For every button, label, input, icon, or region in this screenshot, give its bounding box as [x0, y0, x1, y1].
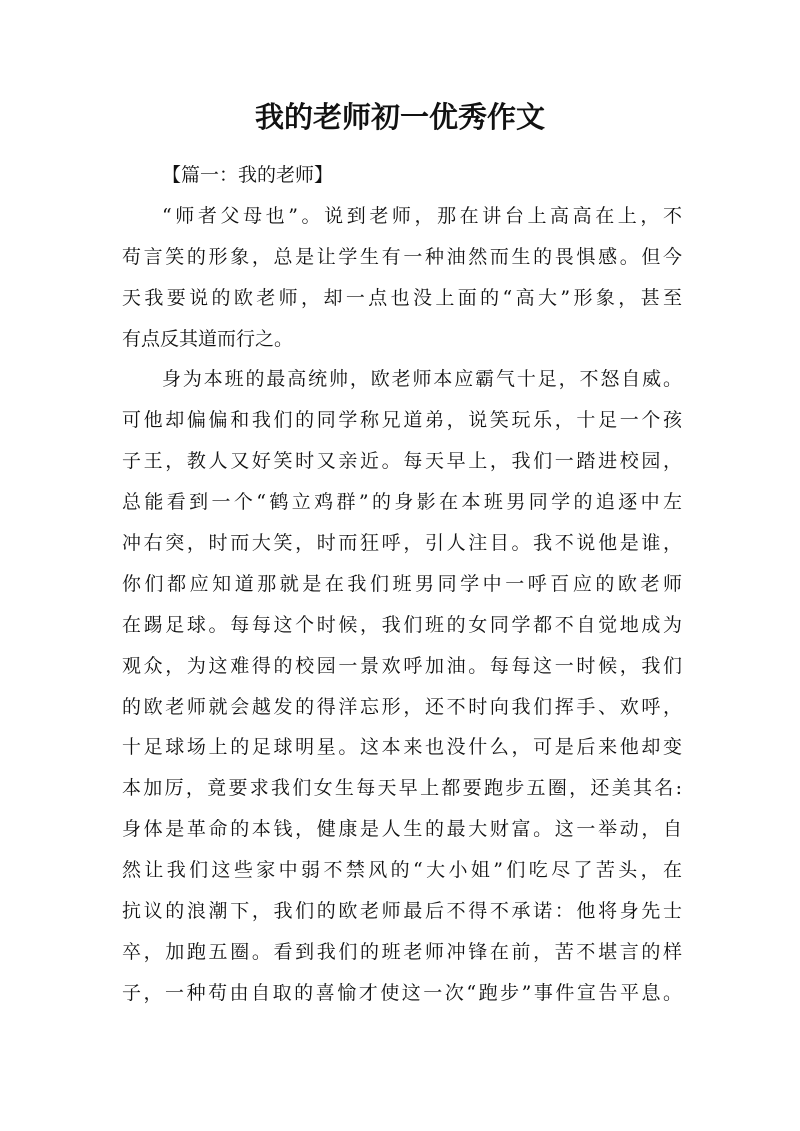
- paragraph-2-line-4: 总能看到一个“鹤立鸡群”的身影在本班男同学的追逐中左: [122, 491, 682, 514]
- paragraph-1-line-1: “师者父母也”。说到老师，那在讲台上高高在上，不: [162, 204, 682, 227]
- paragraph-2-line-13: 然让我们这些家中弱不禁风的“大小姐”们吃尽了苦头，在: [122, 859, 682, 882]
- paragraph-2-line-12: 身体是革命的本钱，健康是人生的最大财富。这一举动，自: [122, 818, 682, 841]
- paragraph-2-line-11: 本加厉，竟要求我们女生每天早上都要跑步五圈，还美其名:: [122, 777, 682, 800]
- paragraph-2-line-7: 在踢足球。每每这个时候，我们班的女同学都不自觉地成为: [122, 613, 682, 636]
- paragraph-2-line-3: 子王，教人又好笑时又亲近。每天早上，我们一踏进校园，: [122, 450, 682, 473]
- paragraph-2-line-1: 身为本班的最高统帅，欧老师本应霸气十足，不怒自威。: [162, 368, 682, 391]
- paragraph-2-line-6: 你们都应知道那就是在我们班男同学中一呼百应的欧老师: [122, 572, 682, 595]
- paragraph-2-line-2: 可他却偏偏和我们的同学称兄道弟，说笑玩乐，十足一个孩: [122, 409, 682, 432]
- paragraph-2-line-14: 抗议的浪潮下，我们的欧老师最后不得不承诺：他将身先士: [122, 900, 682, 923]
- paragraph-2-line-8: 观众，为这难得的校园一景欢呼加油。每每这一时候，我们: [122, 654, 682, 677]
- paragraph-2-line-16: 子，一种苟由自取的喜愉才使这一次“跑步”事件宣告平息。: [122, 981, 682, 1004]
- paragraph-2-line-9: 的欧老师就会越发的得洋忘形，还不时向我们挥手、欢呼，: [122, 695, 682, 718]
- paragraph-1-line-4: 有点反其道而行之。: [122, 327, 294, 350]
- paragraph-1-line-2: 苟言笑的形象，总是让学生有一种油然而生的畏惧感。但今: [122, 245, 682, 268]
- document-body: [122, 155, 682, 1014]
- document-title: 我的老师初一优秀作文: [254, 100, 545, 134]
- paragraph-2-line-5: 冲右突，时而大笑，时而狂呼，引人注目。我不说他是谁，: [122, 532, 682, 555]
- paragraph-2-line-10: 十足球场上的足球明星。这本来也没什么，可是后来他却变: [122, 736, 682, 759]
- paragraph-1-line-3: 天我要说的欧老师，却一点也没上面的“高大”形象，甚至: [122, 286, 682, 309]
- section-heading: 【篇一：我的老师】: [162, 164, 334, 186]
- paragraph-2-line-15: 卒，加跑五圈。看到我们的班老师冲锋在前，苦不堪言的样: [122, 940, 682, 963]
